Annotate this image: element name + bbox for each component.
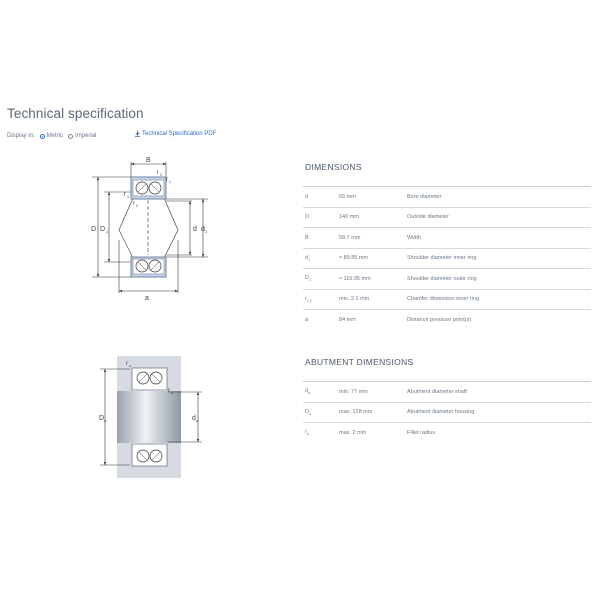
value-cell: 84 mm [337, 310, 405, 330]
label-r2-top: r [157, 170, 159, 176]
label-D: D [91, 226, 97, 233]
symbol-cell [303, 228, 337, 249]
label-ra-top-sub: a [129, 364, 131, 368]
label-D1: D [100, 226, 106, 233]
value-cell: 140 mm [337, 207, 405, 228]
table-row [303, 423, 591, 443]
symbol-subscript: 1,2 [306, 298, 312, 303]
metric-option[interactable] [40, 133, 63, 139]
symbol-cell [303, 423, 337, 443]
value-cell: min. 77 mm [337, 382, 405, 403]
symbol: d [305, 254, 309, 261]
bearing-drawing [85, 152, 225, 302]
abutment-drawing [95, 352, 205, 482]
symbol-cell [303, 269, 337, 290]
page-title: Technical specification [7, 106, 144, 121]
label-d1: d [201, 226, 205, 233]
label-Da: D [99, 415, 105, 422]
table-row [303, 187, 591, 208]
label-D1-sub: 1 [106, 229, 109, 234]
value-cell: 65 mm [337, 187, 405, 208]
display-units-selector [7, 131, 96, 141]
symbol-subscript: a [308, 411, 311, 416]
label-B: B [146, 157, 151, 164]
symbol: D [305, 275, 309, 282]
symbol-cell [303, 402, 337, 423]
dimensions-title: DIMENSIONS [305, 162, 362, 172]
imperial-option[interactable] [68, 133, 96, 139]
dimensions-table [303, 186, 591, 330]
download-icon [134, 130, 141, 137]
symbol: r [305, 429, 307, 436]
label-a: a [145, 295, 149, 302]
symbol: B [305, 234, 309, 241]
label-ra-top: r [126, 361, 128, 367]
table-row [303, 289, 591, 310]
table-row [303, 269, 591, 290]
label-r2-top-sub: 2 [160, 173, 162, 177]
label-ra-right: r [168, 388, 170, 394]
symbol-cell [303, 382, 337, 403]
pdf-link-label[interactable]: Technical Specification PDF [142, 130, 217, 137]
bearing-top-section [131, 177, 166, 199]
imperial-radio[interactable] [68, 134, 73, 139]
display-label: Display in: [7, 133, 35, 139]
symbol: d [305, 193, 309, 200]
symbol-subscript: a [306, 432, 309, 437]
label-r1-left: r [124, 192, 126, 198]
symbol: D [305, 214, 309, 221]
technical-spec-pdf-link[interactable] [134, 130, 216, 137]
symbol-cell [303, 289, 337, 310]
bearing-bottom-section [131, 257, 166, 277]
description-cell: Abutment diameter shaft [405, 382, 591, 403]
label-Da-sub: a [104, 418, 107, 423]
description-cell: Shoulder diameter inner ring [405, 248, 591, 269]
label-r1-left-sub: 1 [127, 195, 129, 199]
symbol: a [305, 316, 309, 323]
label-r1-top: r [166, 177, 168, 183]
label-d1-sub: 1 [205, 229, 208, 234]
value-cell: max. 128 mm [337, 402, 405, 423]
abutment-title: ABUTMENT DIMENSIONS [305, 357, 414, 367]
description-cell: Shoulder diameter outer ring [405, 269, 591, 290]
description-cell: Abutment diameter housing [405, 402, 591, 423]
label-da: d [192, 415, 196, 422]
table-row [303, 207, 591, 228]
value-cell: min. 2.1 mm [337, 289, 405, 310]
symbol-cell [303, 310, 337, 330]
description-cell: Chamfer dimension inner ring [405, 289, 591, 310]
symbol-subscript: a [308, 391, 311, 396]
table-row [303, 402, 591, 423]
value-cell: 58.7 mm [337, 228, 405, 249]
value-cell: ≈ 89.85 mm [337, 248, 405, 269]
description-cell: Bore diameter [405, 187, 591, 208]
value-cell: max. 2 mm [337, 423, 405, 443]
table-row [303, 248, 591, 269]
symbol: D [305, 408, 309, 415]
table-row [303, 310, 591, 330]
symbol: d [305, 388, 309, 395]
metric-radio[interactable] [40, 134, 45, 139]
table-row [303, 382, 591, 403]
symbol-subscript: 1 [308, 278, 311, 283]
metric-label[interactable]: Metric [46, 133, 64, 139]
label-r2-inner: r [133, 201, 135, 207]
description-cell: Fillet radius [405, 423, 591, 443]
description-cell: Distance pressure point(s) [405, 310, 591, 330]
label-r1-top-sub: 1 [169, 180, 171, 184]
symbol-subscript: 1 [308, 257, 311, 262]
label-r2-inner-sub: 2 [136, 204, 138, 208]
description-cell: Width [405, 228, 591, 249]
description-cell: Outside diameter [405, 207, 591, 228]
label-d: d [193, 226, 197, 233]
symbol: r [305, 295, 307, 302]
imperial-label[interactable]: Imperial [75, 133, 97, 139]
symbol-cell [303, 187, 337, 208]
table-row [303, 228, 591, 249]
label-ra-right-sub: a [171, 391, 173, 395]
symbol-cell [303, 248, 337, 269]
label-da-sub: a [196, 418, 199, 423]
value-cell: ≈ 115.95 mm [337, 269, 405, 290]
abutment-table [303, 381, 591, 443]
symbol-cell [303, 207, 337, 228]
